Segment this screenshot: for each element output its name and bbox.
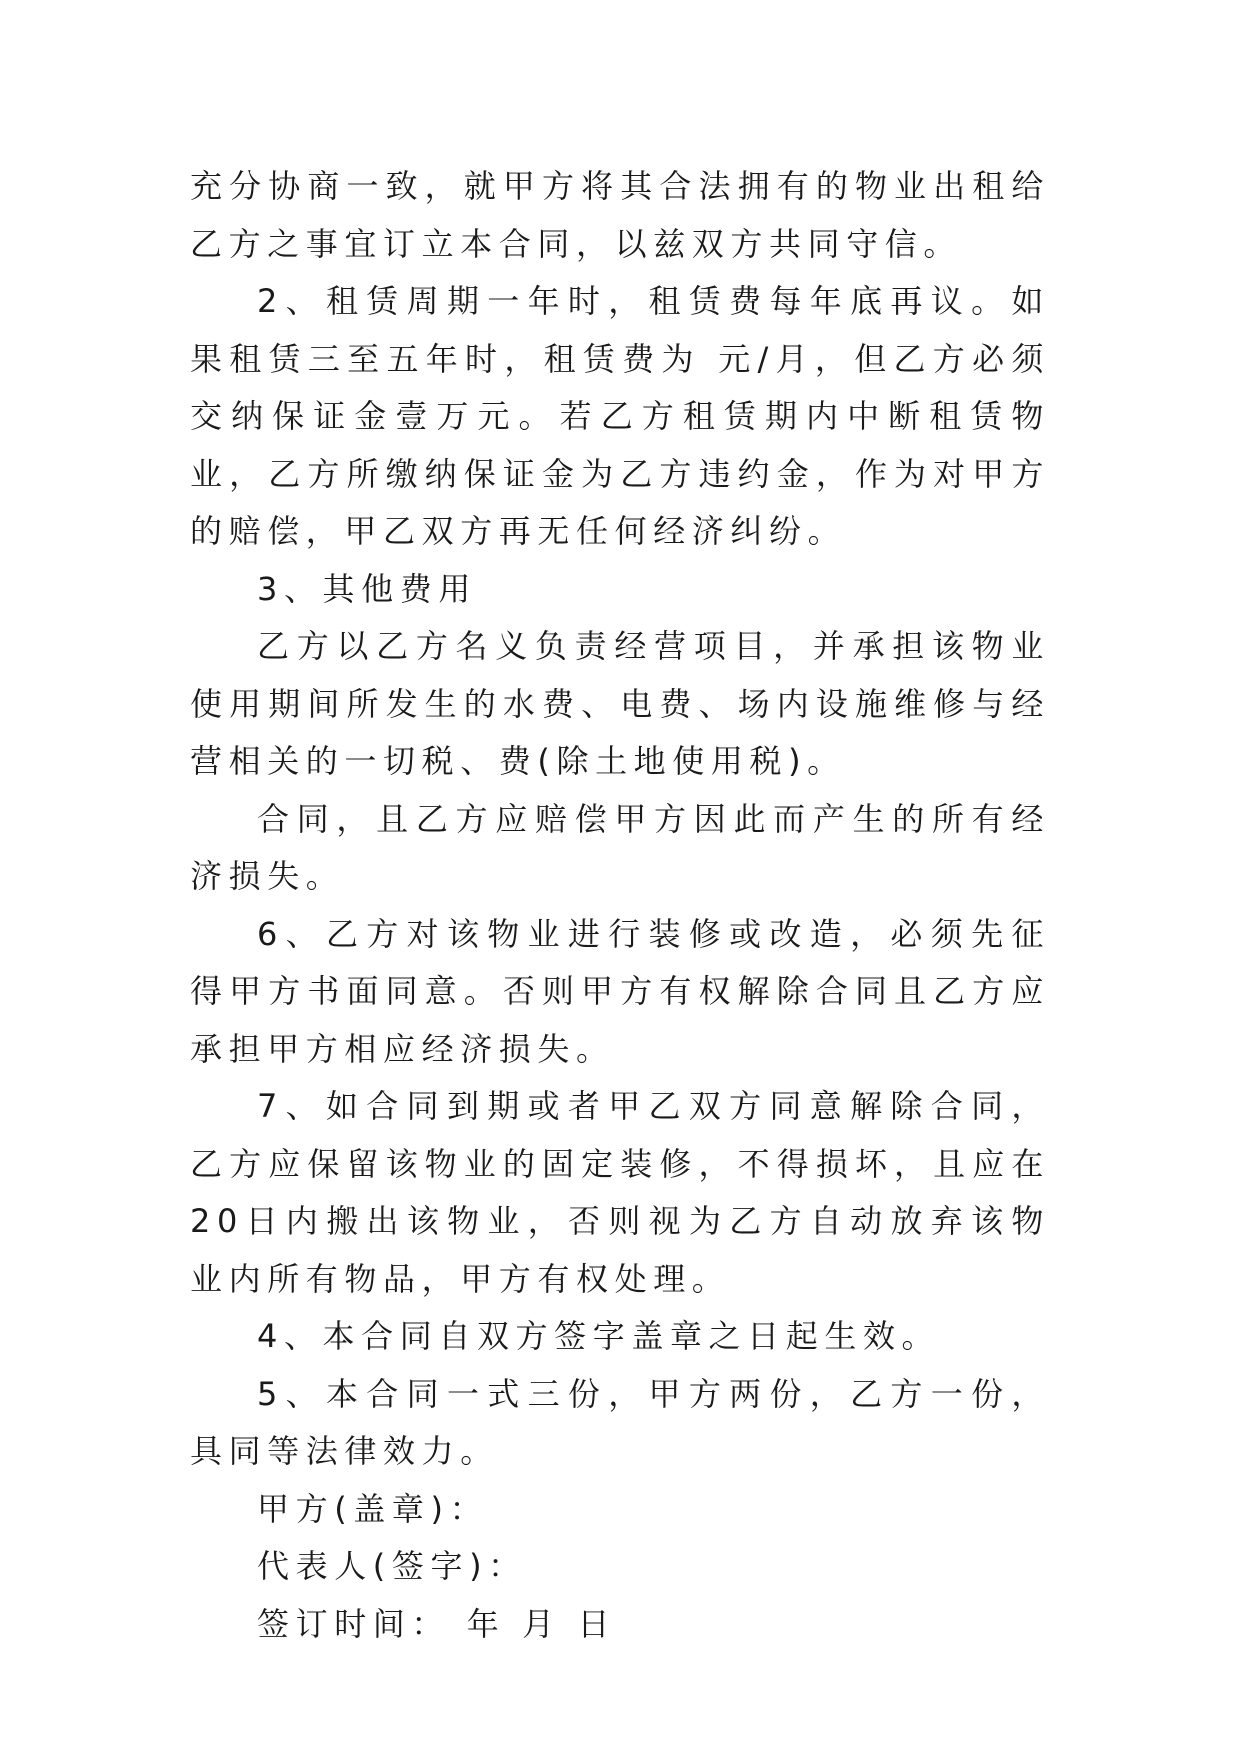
- representative-signature-line: 代表人(签字)：: [257, 1547, 527, 1585]
- signing-date-line: 签订时间： 年 月 日: [257, 1604, 617, 1643]
- paragraph-renovation: 6、乙方对该物业进行装修或改造，必须先征得甲方书面同意。否则甲方有权解除合同且乙方应承担甲方相应经济损失。: [190, 914, 1050, 1068]
- paragraph-lease-term: 2、租赁周期一年时，租赁费每年底再议。如果租赁三至五年时，租赁费为 元/月，但乙方必须交纳保证金壹万元。若乙方租赁期内中断租赁物业，乙方所缴纳保证金为乙方违约金，作为对甲方的赔偿，甲乙双方再无任何经济纠纷。: [190, 282, 1050, 550]
- paragraph-termination: 7、如合同到期或者甲乙双方同意解除合同，乙方应保留该物业的固定装修，不得损坏，且应在20日内搬出该物业，否则视为乙方自动放弃该物业内所有物品，甲方有权处理。: [190, 1087, 1050, 1298]
- party-a-seal-line: 甲方(盖章)：: [257, 1489, 489, 1528]
- paragraph-copies: 5、本合同一式三份，甲方两份，乙方一份，具同等法律效力。: [190, 1374, 1050, 1470]
- paragraph-other-fees-heading: 3、其他费用: [257, 569, 477, 608]
- contract-body: [190, 158, 1050, 1653]
- paragraph-agreement-intro: 充分协商一致，就甲方将其合法拥有的物业出租给乙方之事宜订立本合同，以兹双方共同守信。: [190, 167, 1050, 263]
- paragraph-effective-date: 4、本合同自双方签字盖章之日起生效。: [257, 1317, 941, 1355]
- paragraph-other-fees: 乙方以乙方名义负责经营项目，并承担该物业使用期间所发生的水费、电费、场内设施维修与经营相关的一切税、费(除土地使用税)。: [190, 627, 1050, 780]
- paragraph-compensation: 合同，且乙方应赔偿甲方因此而产生的所有经济损失。: [190, 799, 1050, 895]
